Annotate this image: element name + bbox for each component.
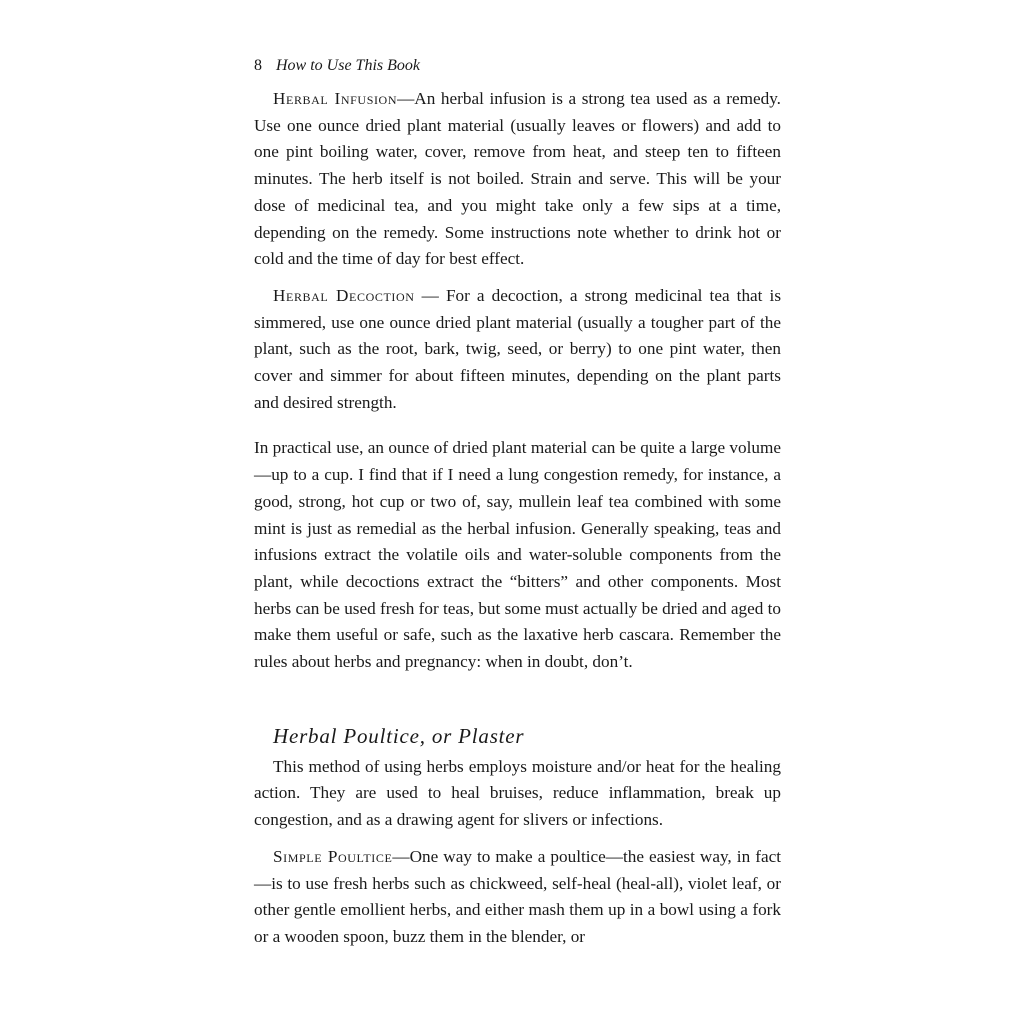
book-page: [254, 52, 781, 951]
page-number: 8: [254, 57, 262, 74]
paragraph-poultice-intro: This method of using herbs employs moisture and/or heat for the healing action. They are used to heal bruises, reduce inflammation, break up congestion, and as a drawing agent for slivers or infections.: [254, 756, 781, 830]
running-head: [254, 52, 781, 80]
term-herbal-infusion: Herbal Infusion: [273, 89, 398, 108]
section-heading: Herbal Poultice, or Plaster: [273, 723, 525, 748]
paragraph-simple-poultice: [254, 844, 781, 951]
paragraph-practical-use: In practical use, an ounce of dried plant material can be quite a large volume—up to a cup. I find that if I need a lung congestion remedy, for instance, a good, strong, hot cup or two of, say, mullein leaf tea combined with some mint is just as remedial as the herbal infusion. Generally speaking, teas and infusions extract the volatile oils and water-soluble components from the plant, while decoctions extract the “bitters” and other components. Most herbs can be used fresh for teas, but some must actually be dried and aged to make them useful or safe, such as the laxative herb cascara. Remember the rules about herbs and pregnancy: when in doubt, don’t.: [254, 438, 781, 672]
paragraph-herbal-decoction: [254, 283, 781, 417]
paragraph-text: An herbal infusion is a strong tea used as a remedy. Use one ounce dried plant material (usually leaves or flowers) and add to one pint boiling water, cover, remove from heat, and steep ten to fifteen minutes. The herb itself is not boiled. Strain and serve. This will be your dose of medicinal tea, and you might take only a few sips at a time, depending on the remedy. Some instructions note whether to drink hot or cold and the time of day for best effect.: [254, 89, 781, 269]
running-head-title: How to Use This Book: [276, 57, 420, 74]
em-dash: —: [392, 846, 410, 866]
em-dash: —: [397, 89, 415, 108]
term-simple-poultice: Simple Poultice: [273, 846, 393, 866]
em-dash: —: [414, 285, 446, 305]
paragraph-text: One way to make a poultice—the easiest way, in fact—is to use fresh herbs such as chickweed, self-heal (heal-all), violet leaf, or other gentle emollient herbs, and either mash them up in a bowl using a fork or a wooden spoon, buzz them in the blender, or: [254, 846, 781, 946]
paragraph-text: For a decoction, a strong medicinal tea that is simmered, use one ounce dried plant material (usually a tougher part of the plant, such as the root, bark, twig, seed, or berry) to one pint water, then cover and simmer for about fifteen minutes, depending on the plant parts and desired strength.: [254, 285, 782, 412]
term-herbal-decoction: Herbal Decoction: [273, 285, 415, 305]
paragraph-herbal-infusion: [254, 86, 781, 273]
